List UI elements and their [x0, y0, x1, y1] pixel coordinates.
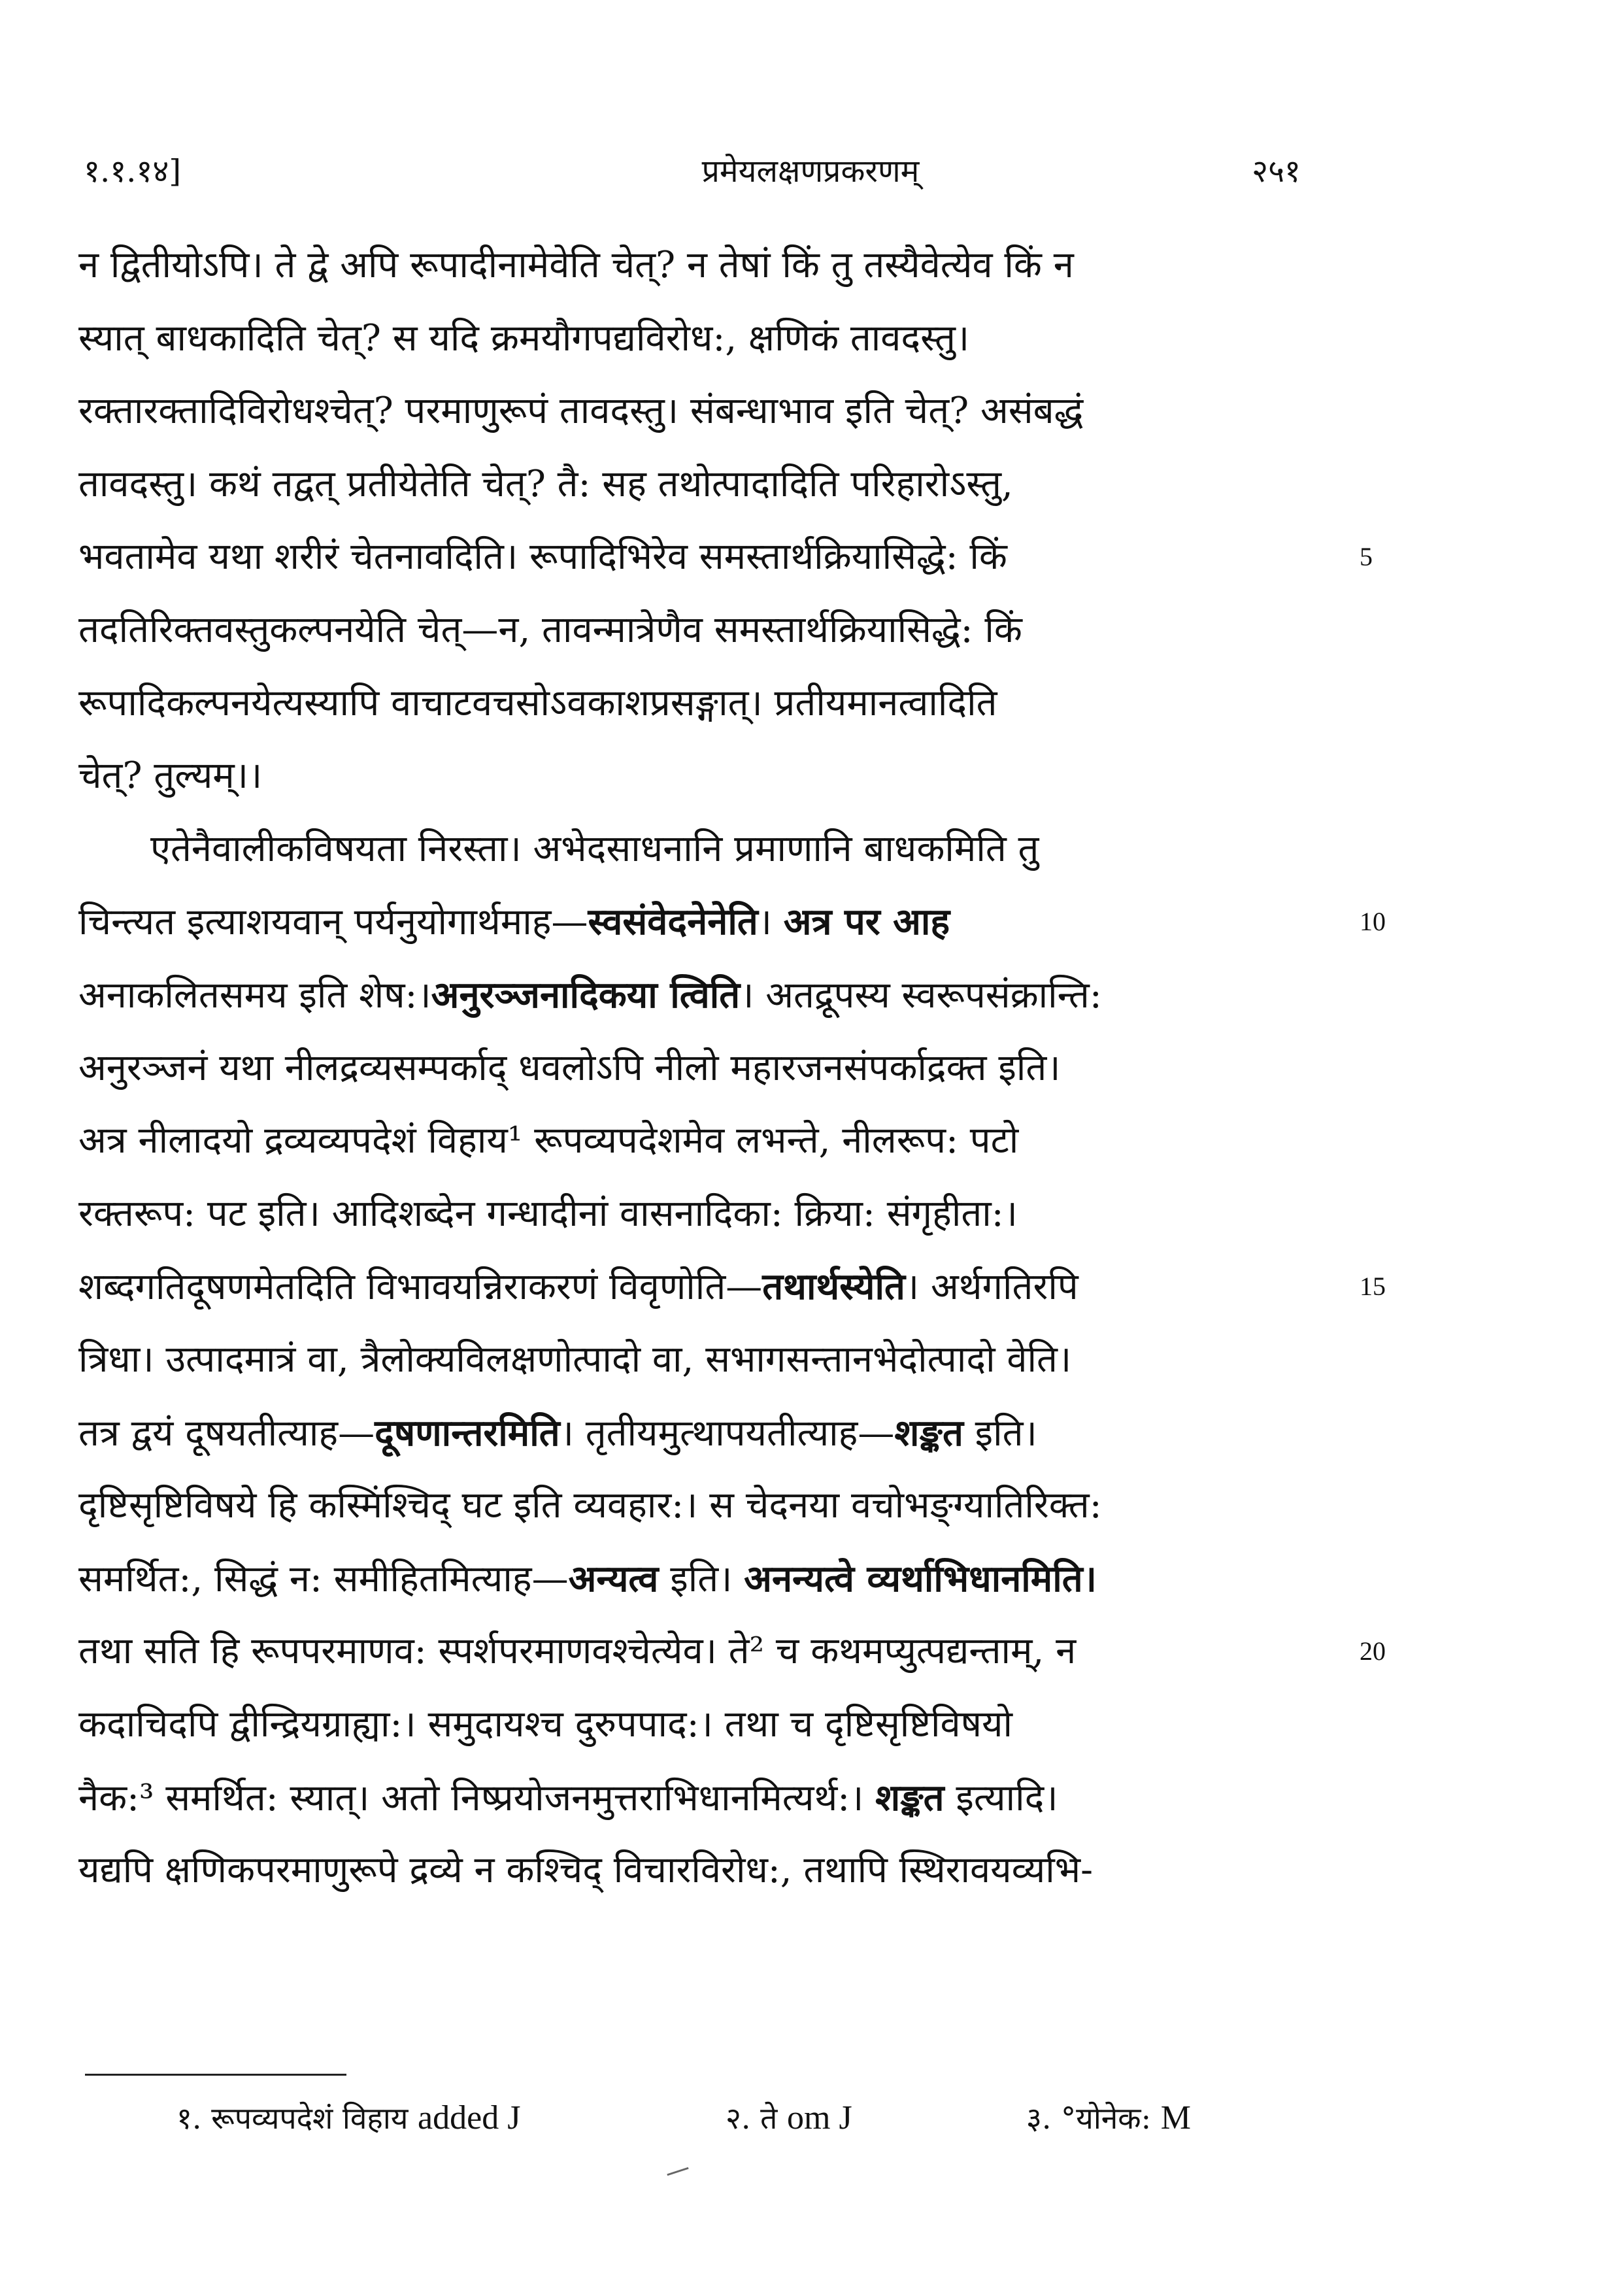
text-line: [78, 890, 1307, 953]
text-segment: अनुरञ्जनं यथा नीलद्रव्यसम्पर्काद् धवलोऽपि नीलो महारजनसंपर्काद्रक्त इति।: [78, 1047, 1061, 1089]
text-line: [78, 1839, 1307, 1902]
margin-line-number: 15: [1360, 1272, 1386, 1301]
lemma-bold: अत्र पर आह: [783, 900, 950, 943]
text-segment: रक्तरूप: पट इति। आदिशब्देन गन्धादीनां वासनादिका: क्रिया: संगृहीता:।: [78, 1192, 1018, 1235]
text-segment: इति।: [658, 1558, 744, 1600]
text-segment: । तृतीयमुत्थापयतीत्याह—: [560, 1412, 895, 1455]
lemma-bold: अन्यत्व: [568, 1557, 659, 1600]
text-segment: चिन्त्यत इत्याशयवान् पर्यनुयोगार्थमाह—: [78, 901, 588, 943]
text-segment: नैक:³ समर्थित: स्यात्। अतो निष्प्रयोजनमुत्तराभिधानमित्यर्थ:।: [78, 1777, 876, 1819]
text-segment: रूपादिकल्पनयेत्यस्यापि वाचाटवचसोऽवकाशप्रसङ्गात्। प्रतीयमानत्वादिति: [78, 682, 997, 724]
text-line: [78, 1255, 1307, 1318]
text-line: [78, 672, 1307, 735]
text-segment: तदतिरिक्तवस्तुकल्पनयेति चेत्—न, तावन्मात्रेणैव समस्तार्थक्रियासिद्धे: किं: [78, 609, 1022, 651]
footnote-text: ते: [760, 2101, 778, 2136]
text-line: [78, 1547, 1307, 1610]
running-title: प्रमेयलक्षणप्रकरणम्: [701, 153, 920, 190]
text-line: [78, 1037, 1307, 1100]
footnote-note: added J: [418, 2099, 521, 2136]
stray-pen-mark: [667, 2167, 688, 2176]
margin-line-number: 5: [1360, 542, 1373, 571]
lemma-bold: शङ्कत: [875, 1776, 944, 1819]
text-segment: शब्दगतिदूषणमेतदिति विभावयन्निराकरणं विवृणोति—: [78, 1266, 763, 1308]
text-segment: अत्र नीलादयो द्रव्यव्यपदेशं विहाय¹ रूपव्यपदेशमेव लभन्ते, नीलरूप: पटो: [78, 1119, 1019, 1162]
text-line: [78, 1474, 1307, 1537]
footnote-number: १.: [176, 2101, 202, 2136]
margin-line-number: 10: [1360, 907, 1386, 936]
lemma-bold: स्वसंवेदनेनेति: [588, 900, 758, 943]
text-segment: त्रिधा। उत्पादमात्रं वा, त्रैलोक्यविलक्षणोत्पादो वा, सभागसन्तानभेदोत्पादो वेति।: [78, 1338, 1072, 1381]
text-line: [78, 526, 1307, 588]
text-line: [78, 745, 1307, 807]
lemma-bold: तथार्थस्येति: [762, 1265, 905, 1308]
text-line: [78, 1766, 1307, 1829]
lemma-bold: दूषणान्तरमिति: [375, 1411, 560, 1455]
text-segment: चेत्? तुल्यम्।।: [78, 754, 263, 797]
text-segment: समर्थित:, सिद्धं न: समीहितमित्याह—: [78, 1558, 569, 1600]
text-line: [78, 1693, 1307, 1756]
text-segment: तथा सति हि रूपपरमाणव: स्पर्शपरमाणवश्चेत्येव। ते² च कथमप्युत्पद्यन्ताम्, न: [78, 1630, 1077, 1672]
footnote-number: ३.: [1026, 2101, 1052, 2136]
text-segment: दृष्टिसृष्टिविषये हि कस्मिंश्चिद् घट इति व्यवहार:। स चेदनया वचोभङ्ग्यातिरिक्त:: [78, 1484, 1102, 1527]
text-segment: स्यात् बाधकादिति चेत्? स यदि क्रमयौगपद्यविरोध:, क्षणिकं तावदस्तु।: [78, 317, 970, 360]
lemma-bold: शङ्कत: [894, 1411, 963, 1455]
text-line: [78, 818, 1379, 881]
text-segment: तावदस्तु। कथं तद्वत् प्रतीयेतेति चेत्? तै: सह तथोत्पादादिति परिहारोऽस्तु,: [78, 463, 1013, 505]
text-line: [78, 1620, 1307, 1683]
footnote-1: [176, 2097, 520, 2139]
text-segment: रक्तारक्तादिविरोधश्चेत्? परमाणुरूपं तावदस्तु। संबन्धाभाव इति चेत्? असंबद्धं: [78, 390, 1084, 432]
footnote-number: २.: [726, 2101, 751, 2136]
text-segment: । अर्थगतिरपि: [905, 1266, 1078, 1308]
margin-line-number: 20: [1360, 1636, 1386, 1666]
footnote-note: M: [1160, 2099, 1191, 2136]
text-line: [78, 599, 1307, 662]
text-segment: यद्यपि क्षणिकपरमाणुरूपे द्रव्ये न कश्चिद् विचारविरोध:, तथापि स्थिरावयव्यभि-: [78, 1849, 1094, 1891]
footnote-note: om J: [787, 2099, 852, 2136]
text-segment: अनाकलितसमय इति शेष:।: [78, 974, 431, 1017]
text-line: [78, 1183, 1307, 1245]
section-reference: १.१.१४]: [84, 153, 182, 190]
text-line: [78, 380, 1307, 443]
text-segment: इति।: [963, 1412, 1037, 1455]
text-segment: न द्वितीयोऽपि। ते द्वे अपि रूपादीनामेवेति चेत्? न तेषां किं तु तस्यैवेत्येव किं न: [78, 244, 1074, 286]
footnote-rule: [85, 2074, 346, 2076]
footnote-2: [726, 2097, 852, 2139]
text-segment: एतेनैवालीकविषयता निरस्ता। अभेदसाधनानि प्रमाणानि बाधकमिति तु: [150, 828, 1039, 870]
lemma-bold: अनन्यत्वे व्यर्थाभिधानमिति।: [744, 1557, 1097, 1600]
text-segment: । अतद्रूपस्य स्वरूपसंक्रान्ति:: [740, 974, 1102, 1017]
footnote-text: रूपव्यपदेशं विहाय: [211, 2101, 409, 2136]
footnote-text: °योनेक:: [1061, 2101, 1152, 2136]
text-line: [78, 1402, 1307, 1464]
lemma-bold: अनुरञ्जनादिकया त्विति: [431, 973, 741, 1017]
text-line: [78, 234, 1307, 297]
footnote-3: [1026, 2097, 1191, 2139]
text-segment: भवतामेव यथा शरीरं चेतनावदिति। रूपादिभिरेव समस्तार्थक्रियासिद्धे: किं: [78, 535, 1007, 578]
page-number: २५१: [1252, 153, 1301, 190]
text-line: [78, 307, 1307, 370]
text-line: [78, 1328, 1307, 1391]
text-segment: कदाचिदपि द्वीन्द्रियग्राह्या:। समुदायश्च दुरुपपाद:। तथा च दृष्टिसृष्टिविषयो: [78, 1703, 1013, 1746]
text-segment: तत्र द्वयं दूषयतीत्याह—: [78, 1412, 375, 1455]
text-segment: ।: [758, 901, 784, 943]
text-line: [78, 964, 1307, 1026]
text-line: [78, 453, 1307, 516]
text-line: [78, 1109, 1307, 1172]
text-segment: इत्यादि।: [944, 1777, 1058, 1819]
